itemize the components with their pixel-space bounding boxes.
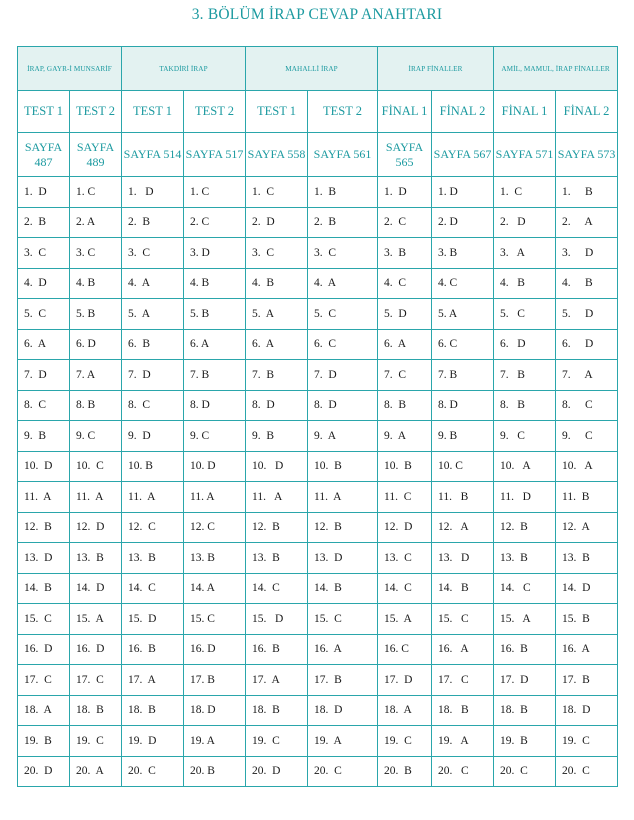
page-header: SAYFA 517: [184, 133, 246, 177]
answer-cell: 18. B: [494, 695, 556, 726]
answer-cell: 11. A: [18, 482, 70, 513]
answer-cell: 14. B: [18, 573, 70, 604]
answer-cell: 1. D: [378, 177, 432, 208]
answer-cell: 10. A: [494, 451, 556, 482]
answer-cell: 15. D: [246, 604, 308, 635]
answer-cell: 20. D: [246, 756, 308, 787]
page-header: SAYFA 514: [122, 133, 184, 177]
answer-cell: 10. C: [70, 451, 122, 482]
answer-cell: 17. D: [494, 665, 556, 696]
answer-cell: 5. C: [494, 299, 556, 330]
table-row: [18, 482, 618, 513]
answer-cell: 20. C: [308, 756, 378, 787]
answer-cell: 20. B: [378, 756, 432, 787]
answer-cell: 1. C: [246, 177, 308, 208]
answer-cell: 19. C: [378, 726, 432, 757]
answer-cell: 8. B: [494, 390, 556, 421]
answer-cell: 7. B: [184, 360, 246, 391]
answer-cell: 6. B: [122, 329, 184, 360]
answer-cell: 14. C: [122, 573, 184, 604]
page-header: SAYFA 558: [246, 133, 308, 177]
answer-cell: 17. D: [378, 665, 432, 696]
answer-cell: 12. B: [494, 512, 556, 543]
answer-cell: 16. C: [378, 634, 432, 665]
answer-cell: 15. C: [184, 604, 246, 635]
answer-cell: 10. B: [122, 451, 184, 482]
answer-cell: 10. B: [378, 451, 432, 482]
answer-cell: 12. D: [70, 512, 122, 543]
answer-cell: 6. D: [494, 329, 556, 360]
page-header: SAYFA 489: [70, 133, 122, 177]
answer-cell: 18. D: [556, 695, 618, 726]
answer-cell: 15. A: [70, 604, 122, 635]
answer-cell: 16. A: [308, 634, 378, 665]
answer-cell: 19. A: [432, 726, 494, 757]
answer-cell: 15. D: [122, 604, 184, 635]
answer-cell: 13. B: [246, 543, 308, 574]
answer-cell: 12. D: [378, 512, 432, 543]
answer-cell: 19. C: [556, 726, 618, 757]
test-header: TEST 1: [122, 91, 184, 133]
answer-cell: 11. A: [122, 482, 184, 513]
answer-cell: 3. C: [18, 238, 70, 269]
answer-cell: 18. B: [246, 695, 308, 726]
table-row: [18, 756, 618, 787]
answer-cell: 4. C: [378, 268, 432, 299]
answer-cell: 3. B: [432, 238, 494, 269]
answer-cell: 9. B: [432, 421, 494, 452]
answer-cell: 16. D: [70, 634, 122, 665]
answer-cell: 19. C: [70, 726, 122, 757]
answer-cell: 11. A: [70, 482, 122, 513]
answer-cell: 4. B: [184, 268, 246, 299]
answer-cell: 17. C: [432, 665, 494, 696]
answer-cell: 7. A: [556, 360, 618, 391]
answer-cell: 8. C: [556, 390, 618, 421]
table-row: [18, 390, 618, 421]
answer-cell: 9. D: [122, 421, 184, 452]
answer-cell: 7. D: [122, 360, 184, 391]
answer-cell: 1. B: [308, 177, 378, 208]
answer-cell: 3. D: [184, 238, 246, 269]
answer-cell: 20. C: [494, 756, 556, 787]
answer-cell: 10. B: [308, 451, 378, 482]
answer-cell: 13. B: [556, 543, 618, 574]
answer-cell: 13. B: [184, 543, 246, 574]
answer-cell: 19. A: [308, 726, 378, 757]
answer-cell: 5. D: [556, 299, 618, 330]
answer-cell: 14. D: [556, 573, 618, 604]
answer-cell: 1. D: [18, 177, 70, 208]
group-header: İRAP FİNALLER: [378, 47, 494, 91]
answer-cell: 12. C: [184, 512, 246, 543]
test-header: TEST 2: [70, 91, 122, 133]
answer-cell: 20. C: [556, 756, 618, 787]
answer-cell: 8. C: [18, 390, 70, 421]
answer-cell: 15. A: [378, 604, 432, 635]
answer-cell: 8. D: [308, 390, 378, 421]
table-row: [18, 177, 618, 208]
answer-cell: 17. C: [18, 665, 70, 696]
page-header: SAYFA 573: [556, 133, 618, 177]
answer-cell: 4. A: [122, 268, 184, 299]
answer-cell: 16. B: [494, 634, 556, 665]
page-header: SAYFA 567: [432, 133, 494, 177]
answer-cell: 6. A: [18, 329, 70, 360]
test-header: FİNAL 1: [378, 91, 432, 133]
answer-cell: 1. C: [494, 177, 556, 208]
answer-cell: 7. D: [308, 360, 378, 391]
answer-cell: 9. C: [556, 421, 618, 452]
answer-cell: 20. A: [70, 756, 122, 787]
answer-cell: 4. B: [494, 268, 556, 299]
table-row: [18, 329, 618, 360]
answer-cell: 19. B: [494, 726, 556, 757]
answer-cell: 6. D: [556, 329, 618, 360]
answer-cell: 12. B: [308, 512, 378, 543]
table-row: [18, 421, 618, 452]
answer-cell: 10. D: [18, 451, 70, 482]
answer-cell: 5. A: [246, 299, 308, 330]
answer-cell: 6. A: [246, 329, 308, 360]
answer-cell: 14. A: [184, 573, 246, 604]
answer-cell: 17. B: [308, 665, 378, 696]
answer-cell: 17. A: [122, 665, 184, 696]
answer-cell: 13. B: [70, 543, 122, 574]
answer-cell: 14. C: [378, 573, 432, 604]
answer-cell: 5. B: [184, 299, 246, 330]
answer-cell: 10. D: [246, 451, 308, 482]
answer-cell: 15. B: [556, 604, 618, 635]
answer-cell: 4. B: [246, 268, 308, 299]
answer-cell: 13. D: [308, 543, 378, 574]
answer-cell: 1. D: [122, 177, 184, 208]
answer-cell: 19. D: [122, 726, 184, 757]
answer-cell: 16. D: [184, 634, 246, 665]
answer-cell: 10. D: [184, 451, 246, 482]
answer-cell: 1. D: [432, 177, 494, 208]
answer-cell: 5. C: [18, 299, 70, 330]
answer-cell: 3. C: [122, 238, 184, 269]
answer-cell: 15. C: [432, 604, 494, 635]
answer-cell: 9. B: [18, 421, 70, 452]
answer-cell: 18. B: [432, 695, 494, 726]
answer-cell: 15. A: [494, 604, 556, 635]
test-header: FİNAL 2: [556, 91, 618, 133]
answer-cell: 8. D: [246, 390, 308, 421]
page-header: SAYFA 561: [308, 133, 378, 177]
answer-cell: 12. A: [556, 512, 618, 543]
answer-cell: 18. A: [18, 695, 70, 726]
answer-cell: 14. B: [308, 573, 378, 604]
answer-cell: 1. C: [70, 177, 122, 208]
answer-cell: 9. C: [70, 421, 122, 452]
answer-cell: 18. B: [122, 695, 184, 726]
answer-cell: 3. C: [70, 238, 122, 269]
table-row: [18, 238, 618, 269]
answer-cell: 20. C: [122, 756, 184, 787]
group-header-row: [18, 47, 618, 91]
answer-cell: 3. B: [378, 238, 432, 269]
answer-cell: 2. A: [556, 207, 618, 238]
table-row: [18, 543, 618, 574]
answer-cell: 7. A: [70, 360, 122, 391]
answer-cell: 19. B: [18, 726, 70, 757]
answer-cell: 13. B: [494, 543, 556, 574]
answer-cell: 7. C: [378, 360, 432, 391]
answer-cell: 16. B: [122, 634, 184, 665]
answer-cell: 5. A: [122, 299, 184, 330]
test-header: TEST 2: [308, 91, 378, 133]
test-header: TEST 1: [18, 91, 70, 133]
answer-cell: 6. A: [184, 329, 246, 360]
test-header: FİNAL 1: [494, 91, 556, 133]
answer-cell: 16. D: [18, 634, 70, 665]
test-header: FİNAL 2: [432, 91, 494, 133]
answer-cell: 15. C: [308, 604, 378, 635]
answer-cell: 5. C: [308, 299, 378, 330]
table-row: [18, 695, 618, 726]
table-row: [18, 299, 618, 330]
answer-cell: 12. B: [18, 512, 70, 543]
answer-cell: 4. D: [18, 268, 70, 299]
group-header: AMİL, MAMUL, İRAP FİNALLER: [494, 47, 618, 91]
answer-cell: 13. D: [18, 543, 70, 574]
answer-cell: 9. C: [184, 421, 246, 452]
answer-cell: 2. C: [378, 207, 432, 238]
table-row: [18, 268, 618, 299]
answer-cell: 6. C: [432, 329, 494, 360]
answer-cell: 14. C: [494, 573, 556, 604]
answer-cell: 18. D: [308, 695, 378, 726]
answer-cell: 7. B: [246, 360, 308, 391]
answer-cell: 2. D: [432, 207, 494, 238]
table-row: [18, 451, 618, 482]
answer-cell: 14. C: [246, 573, 308, 604]
group-header: TAKDİRİ İRAP: [122, 47, 246, 91]
answer-cell: 14. B: [432, 573, 494, 604]
answer-cell: 16. B: [246, 634, 308, 665]
answer-cell: 3. C: [246, 238, 308, 269]
answer-cell: 11. A: [184, 482, 246, 513]
answer-cell: 11. C: [378, 482, 432, 513]
test-header-row: [18, 91, 618, 133]
answer-cell: 4. C: [432, 268, 494, 299]
answer-cell: 2. C: [184, 207, 246, 238]
answer-cell: 9. A: [378, 421, 432, 452]
answer-cell: 12. B: [246, 512, 308, 543]
answer-cell: 5. A: [432, 299, 494, 330]
answer-cell: 6. D: [70, 329, 122, 360]
answer-cell: 17. B: [556, 665, 618, 696]
answer-cell: 16. A: [556, 634, 618, 665]
answer-cell: 5. B: [70, 299, 122, 330]
table-row: [18, 604, 618, 635]
answer-cell: 7. B: [432, 360, 494, 391]
answer-cell: 2. D: [494, 207, 556, 238]
answer-cell: 12. C: [122, 512, 184, 543]
answer-cell: 11. B: [556, 482, 618, 513]
answer-cell: 4. B: [556, 268, 618, 299]
group-header: MAHALLİ İRAP: [246, 47, 378, 91]
answer-cell: 2. B: [18, 207, 70, 238]
answer-cell: 3. D: [556, 238, 618, 269]
test-header: TEST 1: [246, 91, 308, 133]
answer-cell: 18. D: [184, 695, 246, 726]
answer-cell: 17. A: [246, 665, 308, 696]
answer-cell: 18. A: [378, 695, 432, 726]
page-header: SAYFA 565: [378, 133, 432, 177]
table-row: [18, 726, 618, 757]
answer-cell: 1. C: [184, 177, 246, 208]
page-header: SAYFA 487: [18, 133, 70, 177]
page-header: SAYFA 571: [494, 133, 556, 177]
answer-cell: 20. B: [184, 756, 246, 787]
answer-key-table: [17, 46, 618, 787]
answer-cell: 7. B: [494, 360, 556, 391]
answer-cell: 19. A: [184, 726, 246, 757]
table-row: [18, 573, 618, 604]
answer-cell: 2. A: [70, 207, 122, 238]
answer-cell: 10. A: [556, 451, 618, 482]
answer-cell: 20. D: [18, 756, 70, 787]
answer-cell: 8. C: [122, 390, 184, 421]
answer-cell: 6. C: [308, 329, 378, 360]
answer-cell: 8. D: [184, 390, 246, 421]
table-row: [18, 360, 618, 391]
table-row: [18, 634, 618, 665]
answer-cell: 4. A: [308, 268, 378, 299]
answer-cell: 19. C: [246, 726, 308, 757]
answer-cell: 8. D: [432, 390, 494, 421]
answer-cell: 13. B: [122, 543, 184, 574]
answer-cell: 9. B: [246, 421, 308, 452]
answer-cell: 13. C: [378, 543, 432, 574]
answer-cell: 8. B: [378, 390, 432, 421]
answer-cell: 11. D: [494, 482, 556, 513]
test-header: TEST 2: [184, 91, 246, 133]
answer-cell: 13. D: [432, 543, 494, 574]
answer-cell: 6. A: [378, 329, 432, 360]
answer-cell: 2. D: [246, 207, 308, 238]
answer-cell: 11. A: [246, 482, 308, 513]
page-header-row: [18, 133, 618, 177]
table-row: [18, 512, 618, 543]
answer-cell: 11. A: [308, 482, 378, 513]
answer-cell: 8. B: [70, 390, 122, 421]
answer-cell: 11. B: [432, 482, 494, 513]
answer-cell: 12. A: [432, 512, 494, 543]
answer-cell: 2. B: [308, 207, 378, 238]
answer-cell: 10. C: [432, 451, 494, 482]
answer-cell: 4. B: [70, 268, 122, 299]
answer-cell: 15. C: [18, 604, 70, 635]
answer-cell: 9. C: [494, 421, 556, 452]
answer-cell: 20. C: [432, 756, 494, 787]
answer-cell: 17. B: [184, 665, 246, 696]
answer-cell: 14. D: [70, 573, 122, 604]
answer-cell: 7. D: [18, 360, 70, 391]
answer-cell: 3. C: [308, 238, 378, 269]
answer-cell: 1. B: [556, 177, 618, 208]
answer-cell: 5. D: [378, 299, 432, 330]
page-title: 3. BÖLÜM İRAP CEVAP ANAHTARI: [191, 6, 443, 23]
group-header: İRAP, GAYR-İ MUNSARİF: [18, 47, 122, 91]
answer-cell: 16. A: [432, 634, 494, 665]
answer-cell: 2. B: [122, 207, 184, 238]
answer-cell: 17. C: [70, 665, 122, 696]
answer-cell: 3. A: [494, 238, 556, 269]
answer-cell: 18. B: [70, 695, 122, 726]
table-row: [18, 207, 618, 238]
answer-cell: 9. A: [308, 421, 378, 452]
table-row: [18, 665, 618, 696]
